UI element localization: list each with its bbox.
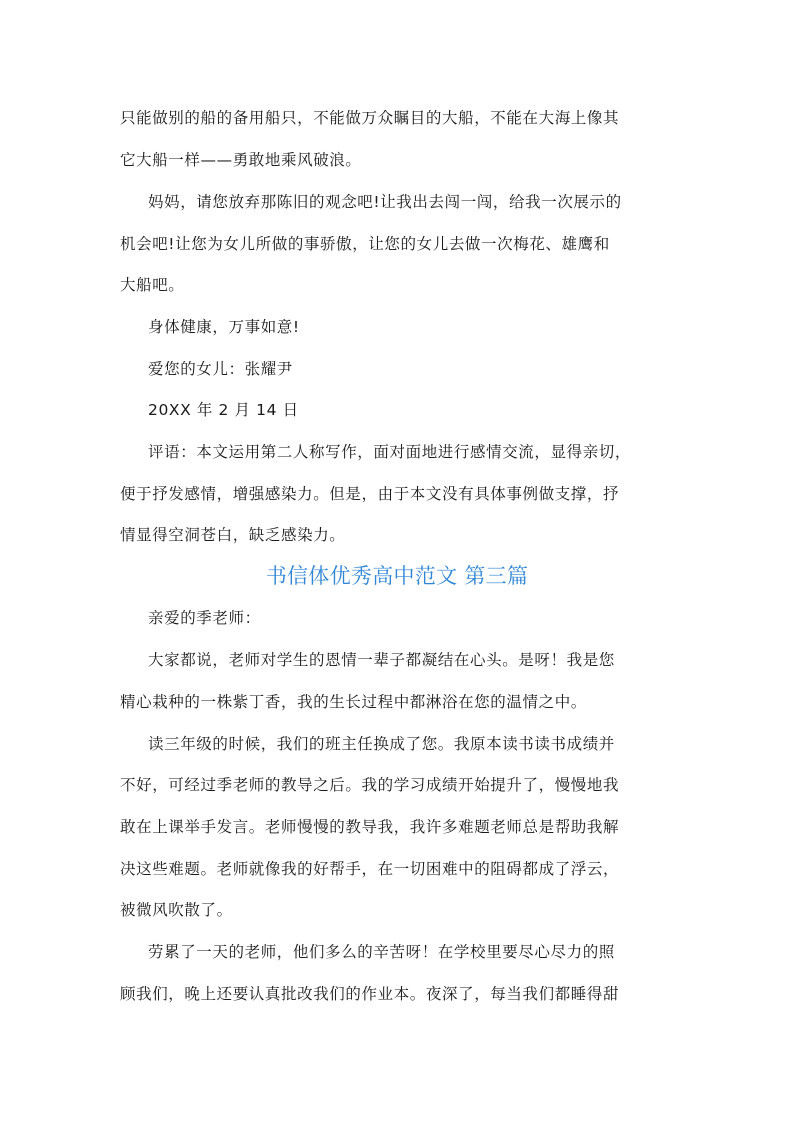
closing-wish: 身体健康，万事如意!	[148, 318, 300, 336]
section-heading: 书信体优秀高中范文 第三篇	[265, 564, 529, 588]
paragraph-line: 大家都说，老师对学生的恩情一辈子都凝结在心头。是呀！我是您	[148, 651, 615, 669]
paragraph-line: 妈妈，请您放弃那陈旧的观念吧!让我出去闯一闯，给我一次展示的	[148, 193, 622, 211]
paragraph-line: 被微风吹散了。	[120, 901, 233, 919]
comment-line: 便于抒发感情，增强感染力。但是，由于本文没有具体事例做支撑，抒	[120, 485, 620, 503]
paragraph-line: 决这些难题。老师就像我的好帮手，在一切困难中的阻碍都成了浮云，	[120, 860, 620, 878]
paragraph-line: 劳累了一天的老师，他们多么的辛苦呀！在学校里要尽心尽力的照	[148, 943, 615, 961]
paragraph-line: 它大船一样——勇敢地乘风破浪。	[120, 151, 362, 169]
signature-line: 爱您的女儿：张耀尹	[148, 360, 293, 378]
paragraph-line: 大船吧。	[120, 276, 185, 294]
paragraph-line: 机会吧!让您为女儿所做的事骄傲，让您的女儿去做一次梅花、雄鹰和	[120, 235, 610, 253]
paragraph-line: 读三年级的时候，我们的班主任换成了您。我原本读书读书成绩并	[148, 735, 615, 753]
paragraph-line: 顾我们，晚上还要认真批改我们的作业本。夜深了，每当我们都睡得甜	[120, 985, 620, 1003]
comment-line: 评语：本文运用第二人称写作，面对面地进行感情交流，显得亲切，	[148, 443, 632, 461]
comment-line: 情显得空洞苍白，缺乏感染力。	[120, 526, 346, 544]
salutation: 亲爱的季老师：	[148, 609, 261, 627]
paragraph-line: 敢在上课举手发言。老师慢慢的教导我，我许多难题老师总是帮助我解	[120, 818, 620, 836]
paragraph-line: 不好，可经过季老师的教导之后。我的学习成绩开始提升了，慢慢地我	[120, 776, 620, 794]
date-line: 20XX 年 2 月 14 日	[148, 401, 299, 419]
paragraph-line: 精心栽种的一株紫丁香，我的生长过程中都淋浴在您的温情之中。	[120, 693, 587, 711]
paragraph-line: 只能做别的船的备用船只，不能做万众瞩目的大船，不能在大海上像其	[120, 109, 620, 127]
